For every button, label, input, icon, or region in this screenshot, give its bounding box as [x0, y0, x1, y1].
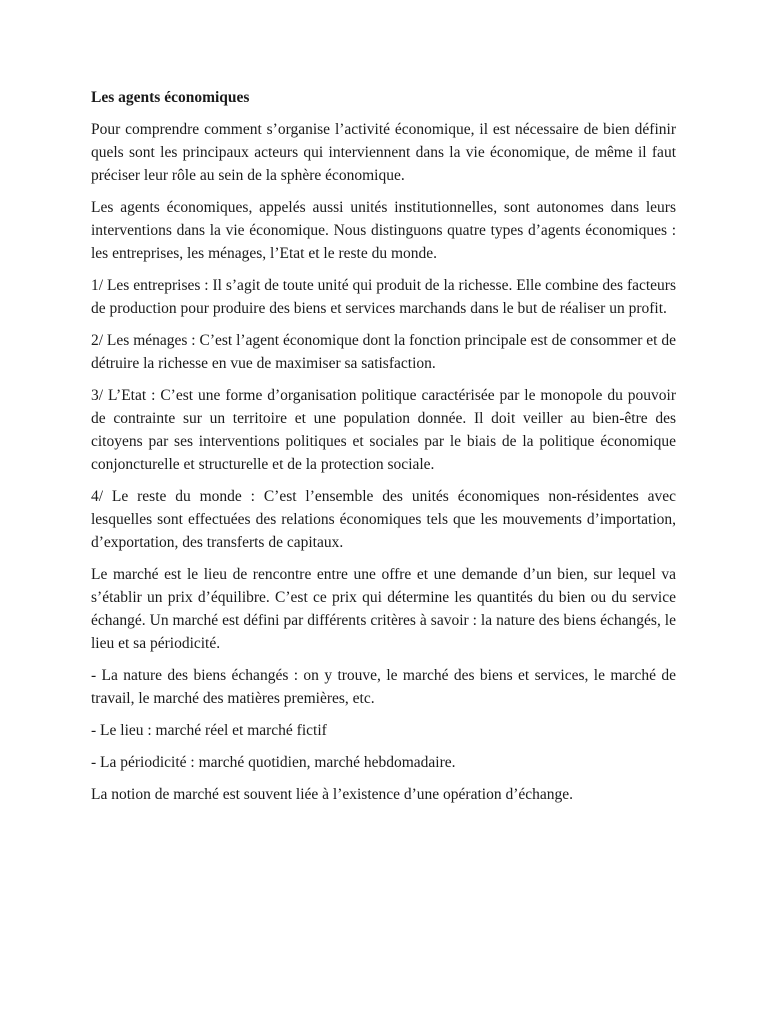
document-page — [91, 86, 676, 815]
periodicite-item: - La périodicité : marché quotidien, marché hebdomadaire. — [91, 754, 456, 771]
entreprises-paragraph: 1/ Les entreprises : Il s’agit de toute unité qui produit de la richesse. Elle combine des facteurs de production pour produire des biens et services marchands dans le but de réaliser un profit. — [91, 277, 676, 317]
reste-du-monde-paragraph: 4/ Le reste du monde : C’est l’ensemble des unités économiques non-résidentes avec lesquelles sont effectuées des relations économiques tels que les mouvements d’importation, d’exportation, des transferts de capitaux. — [91, 488, 676, 551]
lieu-item: - Le lieu : marché réel et marché fictif — [91, 722, 327, 739]
conclusion-paragraph: La notion de marché est souvent liée à l’existence d’une opération d’échange. — [91, 786, 574, 803]
agents-definition-paragraph: Les agents économiques, appelés aussi unités institutionnelles, sont autonomes dans leurs interventions dans la vie économique. Nous distinguons quatre types d’agents économiques : les entreprises, les ménages, l’Etat et le reste du monde. — [91, 199, 676, 262]
marche-definition-paragraph: Le marché est le lieu de rencontre entre une offre et une demande d’un bien, sur lequel va s’établir un prix d’équilibre. C’est ce prix qui détermine les quantités du bien ou du service échangé. Un marché est défini par différents critères à savoir : la nature des biens échangés, le lieu et sa périodicité. — [91, 566, 676, 652]
intro-paragraph: Pour comprendre comment s’organise l’activité économique, il est nécessaire de bien définir quels sont les principaux acteurs qui interviennent dans la vie économique, de même il faut préciser leur rôle au sein de la sphère économique. — [91, 121, 676, 184]
etat-paragraph: 3/ L’Etat : C’est une forme d’organisation politique caractérisée par le monopole du pouvoir de contrainte sur un territoire et une population donnée. Il doit veiller au bien-être des citoyens par ses interventions politiques et sociales par le biais de la politique économique conjoncturelle et structurelle et de la protection sociale. — [91, 387, 676, 473]
menages-paragraph: 2/ Les ménages : C’est l’agent économique dont la fonction principale est de consommer et de détruire la richesse en vue de maximiser sa satisfaction. — [91, 332, 676, 372]
nature-biens-item: - La nature des biens échangés : on y trouve, le marché des biens et services, le marché de travail, le marché des matières premières, etc. — [91, 667, 676, 707]
document-title: Les agents économiques — [91, 89, 250, 106]
